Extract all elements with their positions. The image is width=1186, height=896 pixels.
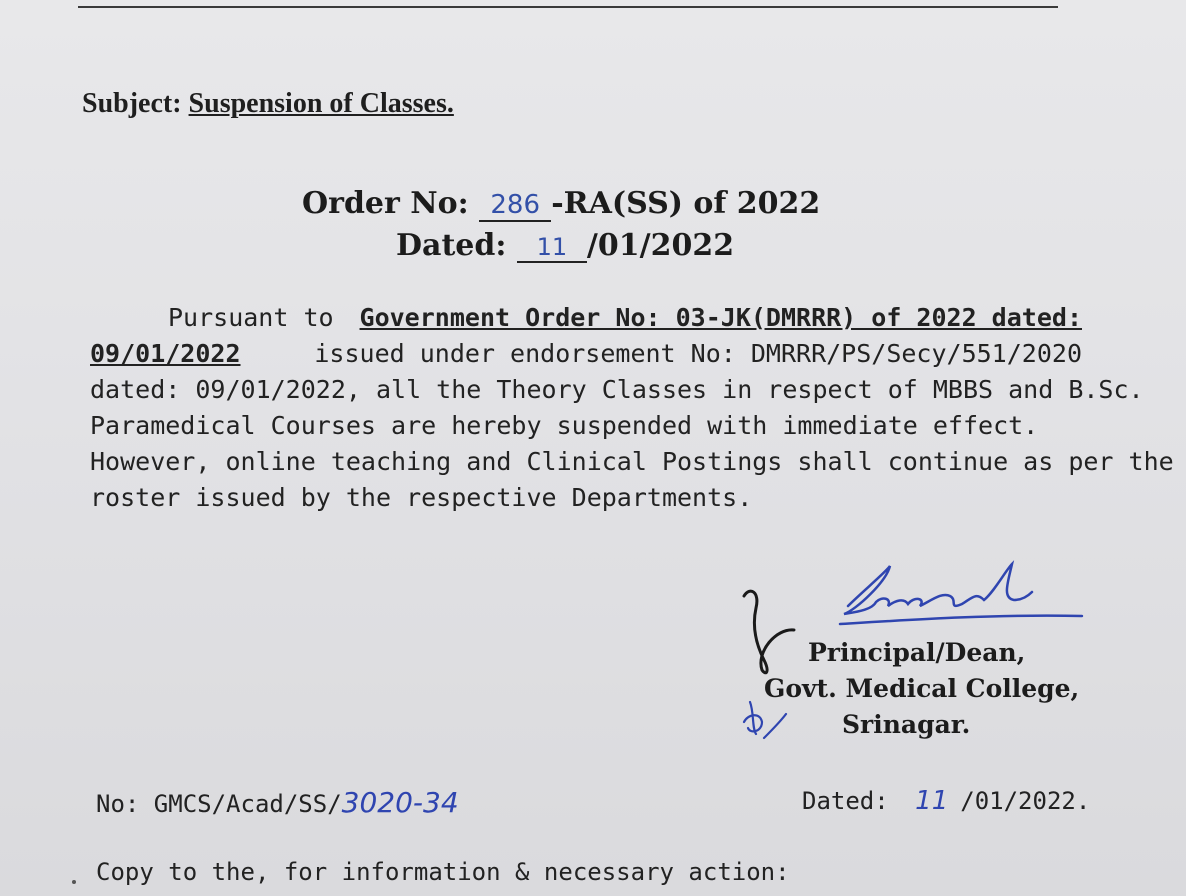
body-line-2-post: issued under endorsement No: DMRRR/PS/Secy/551/2020: [314, 339, 1082, 368]
signature-icon: [844, 564, 1032, 614]
body-line: [90, 336, 1082, 372]
margin-dot: [72, 880, 76, 884]
body-line-2-bold: 09/01/2022: [90, 339, 241, 368]
body-line: [90, 480, 1082, 516]
signatory-city: Srinagar.: [842, 710, 971, 739]
body-line-5: However, online teaching and Clinical Postings shall continue as per the: [90, 447, 1174, 476]
order-body: [90, 300, 1174, 516]
order-dated-label: Dated:: [396, 228, 507, 263]
reference-day-handwritten: 11: [915, 786, 949, 816]
order-date-rest: /01/2022: [586, 228, 735, 263]
signatory-institution: Govt. Medical College,: [764, 674, 1080, 703]
reference-dated-label: Dated:: [802, 787, 889, 815]
reference-prefix: No: GMCS/Acad/SS/: [96, 790, 342, 818]
top-rule: [78, 6, 1058, 8]
reference-date: [802, 786, 1090, 816]
body-line-6: roster issued by the respective Departments.: [90, 483, 753, 512]
order-day-handwritten: 11: [517, 233, 587, 263]
body-line: [90, 408, 1082, 444]
subject-line: [82, 88, 454, 120]
reference-date-rest: /01/2022.: [960, 787, 1091, 815]
body-line: [90, 300, 1082, 336]
order-prefix: Order No:: [302, 186, 469, 221]
order-number-handwritten: 286: [479, 190, 551, 222]
body-line-4: Paramedical Courses are hereby suspended with immediate effect.: [90, 411, 1039, 440]
subject-text: Suspension of Classes.: [188, 88, 454, 119]
body-line-1-bold: Government Order No: 03-JK(DMRRR) of 2022 dated:: [359, 303, 1082, 332]
signature-underline: [840, 616, 1082, 624]
body-line-3: dated: 09/01/2022, all the Theory Classes in respect of MBBS and B.Sc.: [90, 375, 1144, 404]
order-number: [302, 186, 820, 222]
order-suffix: -RA(SS) of 2022: [551, 186, 821, 221]
copy-to-line: Copy to the, for information & necessary action:: [96, 858, 790, 886]
body-line-1-pre: Pursuant to: [168, 303, 334, 332]
initials-icon: [744, 702, 786, 738]
reference-number: [96, 786, 459, 819]
subject-label: Subject:: [82, 88, 182, 119]
body-line: [90, 444, 1174, 480]
body-line: [90, 372, 1144, 408]
signatory-designation: Principal/Dean,: [808, 638, 1026, 667]
order-date: [396, 228, 734, 263]
reference-number-handwritten: 3020-34: [341, 786, 459, 819]
initial-pen-stroke: [744, 591, 794, 673]
